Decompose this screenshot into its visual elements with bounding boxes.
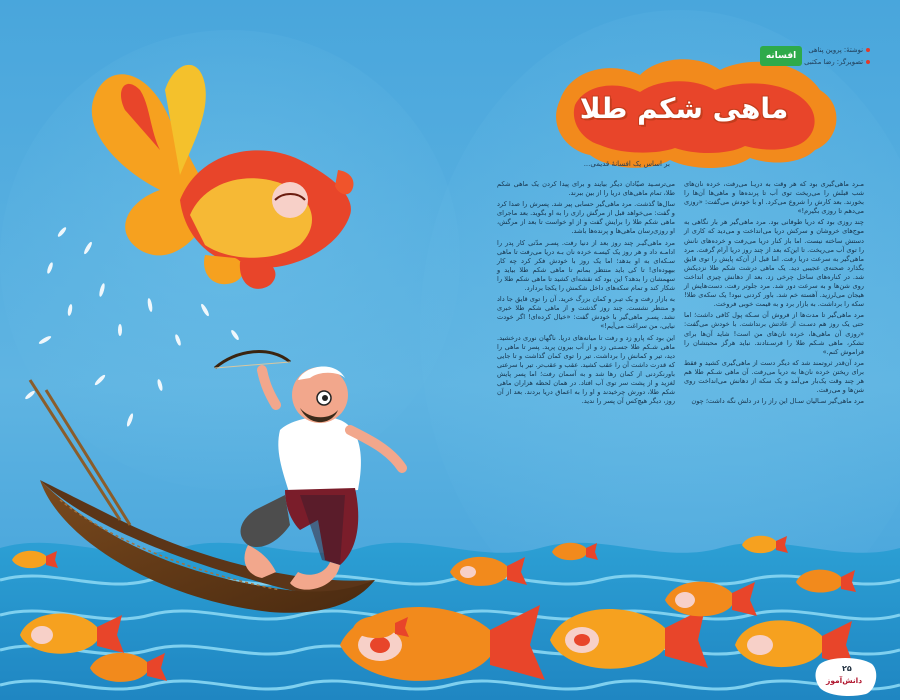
bullet-dot-icon [866, 60, 870, 64]
paragraph: مرد ماهی‌گیر تا مدت‌ها از فروش آن سـکه پول کافی داشت؛ اما حتی یک روز هم دسـت از عادتش برنداشت. با خودش می‌گفت: «روزی آن ماهی‌ها، خرده نان‌های من است! شاید آن‌ها برای تشکر، ماهی شـکم طلا را فرسـتادند. نباید هرگز محبتشان را فراموش کنم.» [684, 311, 864, 356]
illustrator-credit [770, 56, 870, 68]
bullet-dot-icon [866, 48, 870, 52]
magazine-logo: دانش‌آموز [826, 676, 863, 685]
paragraph: این بود که پارو زد و رفت تا میانه‌های دریا. ناگهان نوری درخشید. ماهی شـکم طلا جسـتی زد و از آب بیرون پرید. پسر تا ماهی را دید، تیر و کمانش را برداشت. تیر را توی کمان گذاشت و تا جایی که قدرت داشت آن را عقب کشید. عقب و عقب‌تر. تیر با سرعتی باورنکردنی از کمان رها شد و به آسمان رفت؛ اما پسر پایش لغزید و از پشت سر توی آب افتاد. در همان لحظه هزاران ماهی شکم طلا، دورش چرخیدند و او را به اعماق دریا بردند. بعد از آن روز، دیگر هیچ‌کس آن پسر را ندید. [497, 333, 675, 406]
paragraph: به بازار رفت و یک تیـر و کمان بزرگ خرید. آن را توی قایق جا داد و منتظر نشست. چند روز گذشت و از ماهی شکم طلا خبری نشد. پسـر ماهی‌گیر با خودش گفت: «خیال کرده‌ای! اگر خودت نیایی، من سراغت می‌آیم!» [497, 295, 675, 331]
author-line: نوشتهٔ: پروین پناهی [808, 46, 863, 54]
paragraph: چند روزی بود که دریا طوفانی بود. مرد ماهی‌گیر هر بار نگاهی به موج‌های خروشان و سرکش دریا می‌انداخت و می‌دید که کاری از دستش ساخته نیست. اما باز کنار دریا می‌رفت و خرده‌های نانش را توی آب می‌ریخت. تا این‌که بعد از چند روز دریا آرام گرفت. مرد ماهی‌گیر به سرعت دریا رفت. اما قبل از آن‌که پایش را توی قایق بگذارد صحنه‌ی عجیبی دید. یک ماهی درشت شکم طلا نزدیکش شد. در کناره‌های ساحل چرخی زد. بعد از دهانش چیزی انداخت روی شن‌ها و به سرعت دور شد. مرد جلوتر رفت. دست‌هایش از هیجان می‌لرزید. آهسته خم شد. باور کردنی نبود! یک سکه‌ی طلا! سکه را برداشت. به بازار برد و به قیمت خوبی فروخت. [684, 218, 864, 309]
page-number: ۲۵ [842, 664, 852, 673]
paragraph: مـرد ماهی‌گیری بود که هر وقت به دریـا می‌رفت، خرده نان‌های شب قبلش را می‌ریخت توی آب تا پرنده‌ها و ماهی‌ها آن‌ها را بخورند. بعد کارش را شروع می‌کرد. او با خودش می‌گفت: «روزی می‌دهم تا روزی بگیرم!» [684, 180, 864, 216]
illustrator-line: تصویرگر: رضا مکتبی [804, 58, 863, 66]
genre-badge: افسانه [760, 46, 802, 66]
paragraph: می‌ترسـید صیّادان دیگر بیایند و برای پیدا کردن یک ماهی شکم طلا، تمام ماهی‌های دریا را از بین ببرند. [497, 180, 675, 198]
paragraph: مرد ماهی‌گیـر چند روز بعد از دنیا رفت. پسـر مدّتی کار پدر را ادامـه داد و هر روز یک کیسـه خرده نان بـه دریا می‌رفت تا ماهی سـکه‌ای به او بدهد؛ اما یک روز با خودش فکر کرد چه کار بیهوده‌ای! تا کی باید منتظر بمانم تا ماهی شکم طلا بیاید و سهمشان را بدهد؟ این بود که نقشه‌ای کشید تا ماهی شکم طلا را شکار کند و تمام سکه‌های داخل شکمش را یکجا بردارد. [497, 238, 675, 293]
story-title: ماهی شکم طلا [579, 92, 789, 125]
paragraph: مرد ماهی‌گیر سـالیان سـال این راز را در دلش نگه داشت؛ چون [691, 397, 864, 406]
paragraph: سال‌ها گذشت. مرد ماهی‌گیر حسابی پیر شد. پسرش را صدا کرد و گفت: می‌خواهد قبل از مرگش رازی را به او بگوید. بعد ماجرای ماهی شکم طلا را برایش گفت و از او خواست تا بعد از مرگش، او روزی‌رسان ماهی‌ها و پرنده‌ها باشد. [497, 200, 675, 236]
credits-block [770, 44, 870, 68]
author-credit [770, 44, 870, 56]
paragraph: مرد آن‌قدر ثروتمند شد که دیگر دست از ماهی‌گیری کشید و فقط برای ریختن خرده نان‌ها به دریا می‌رفت. آن ماهی شـکم طلا هم هر چند وقت یک‌بار می‌آمد و یک سکه از دهانش می‌انداخت روی شن‌ها و می‌رفت. [684, 358, 864, 395]
text-column-left [497, 180, 675, 408]
text-column-right [684, 180, 864, 408]
story-subtitle: بر اساس یک افسانهٔ قدیمی... [583, 160, 670, 168]
